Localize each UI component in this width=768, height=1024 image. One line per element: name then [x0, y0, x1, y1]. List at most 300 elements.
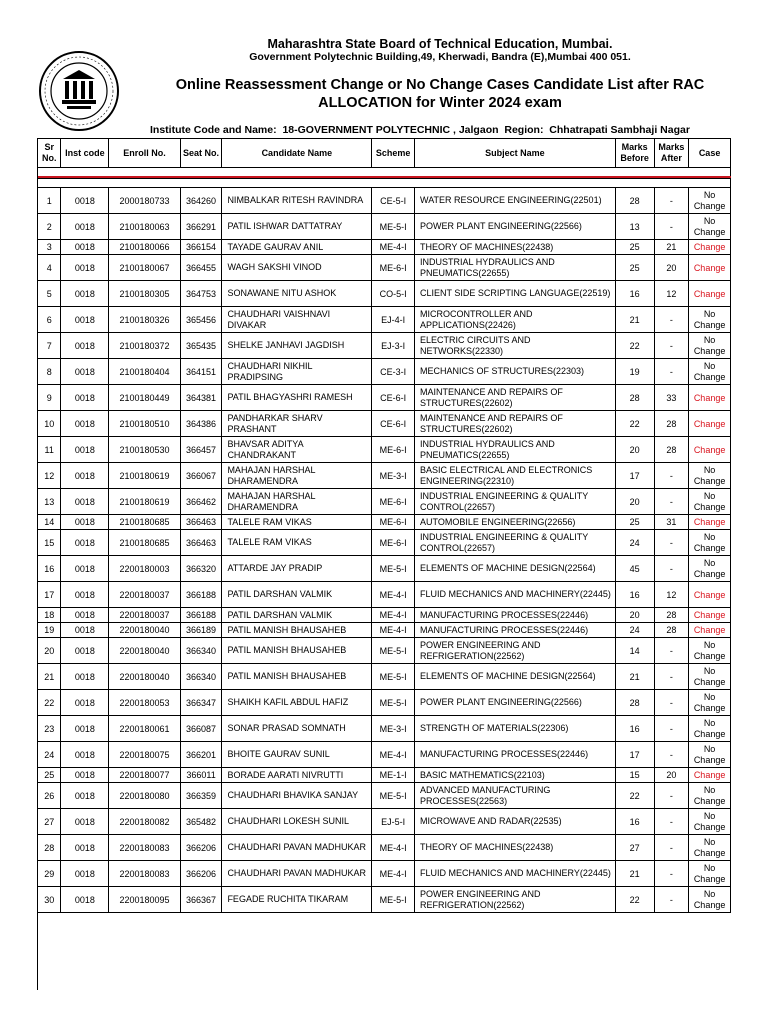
title-line-2: ALLOCATION for Winter 2024 exam — [318, 95, 562, 111]
cell-seat-no: 366347 — [180, 690, 222, 716]
cell-marks-before: 28 — [615, 385, 654, 411]
cell-scheme: EJ-3-I — [372, 333, 415, 359]
cell-sr: 27 — [38, 809, 61, 835]
cell-marks-after: - — [654, 809, 689, 835]
cell-scheme: ME-4-I — [372, 240, 415, 255]
cell-marks-before: 16 — [615, 809, 654, 835]
cell-marks-before: 19 — [615, 359, 654, 385]
cell-marks-after: 21 — [654, 240, 689, 255]
cell-marks-after: 28 — [654, 411, 689, 437]
header-gap-row — [38, 179, 731, 188]
cell-marks-before: 27 — [615, 835, 654, 861]
cell-inst-code: 0018 — [61, 623, 109, 638]
cell-marks-before: 20 — [615, 608, 654, 623]
cell-marks-before: 15 — [615, 768, 654, 783]
cell-scheme: ME-3-I — [372, 716, 415, 742]
cell-marks-before: 25 — [615, 240, 654, 255]
cell-sr: 14 — [38, 515, 61, 530]
institute-label: Institute Code and Name: — [150, 124, 277, 136]
cell-inst-code: 0018 — [61, 333, 109, 359]
cell-candidate-name: BORADE AARATI NIVRUTTI — [222, 768, 372, 783]
cell-marks-after: - — [654, 307, 689, 333]
cell-marks-after: - — [654, 489, 689, 515]
left-margin-line — [37, 138, 38, 990]
cell-subject-name: ADVANCED MANUFACTURING PROCESSES(22563) — [415, 783, 616, 809]
cell-marks-after: 12 — [654, 582, 689, 608]
cell-marks-after: - — [654, 742, 689, 768]
cell-scheme: ME-4-I — [372, 608, 415, 623]
cell-scheme: ME-4-I — [372, 582, 415, 608]
cell-subject-name: POWER ENGINEERING AND REFRIGERATION(22562) — [415, 887, 616, 913]
cell-case: No Change — [689, 556, 731, 582]
cell-seat-no: 366206 — [180, 835, 222, 861]
cell-case: No Change — [689, 188, 731, 214]
cell-subject-name: MAINTENANCE AND REPAIRS OF STRUCTURES(22602) — [415, 411, 616, 437]
cell-scheme: ME-5-I — [372, 783, 415, 809]
table-row — [38, 690, 731, 716]
cell-subject-name: ELEMENTS OF MACHINE DESIGN(22564) — [415, 664, 616, 690]
cell-enroll-no: 2200180040 — [109, 623, 180, 638]
table-row — [38, 623, 731, 638]
cell-marks-after: - — [654, 638, 689, 664]
cell-sr: 13 — [38, 489, 61, 515]
cell-marks-before: 17 — [615, 463, 654, 489]
table-row — [38, 385, 731, 411]
cell-inst-code: 0018 — [61, 489, 109, 515]
cell-candidate-name: CHAUDHARI LOKESH SUNIL — [222, 809, 372, 835]
cell-marks-after: - — [654, 664, 689, 690]
cell-enroll-no: 2100180372 — [109, 333, 180, 359]
table-row — [38, 188, 731, 214]
cell-enroll-no: 2200180095 — [109, 887, 180, 913]
cell-candidate-name: PATIL BHAGYASHRI RAMESH — [222, 385, 372, 411]
cell-subject-name: INDUSTRIAL ENGINEERING & QUALITY CONTROL(22657) — [415, 530, 616, 556]
cell-seat-no: 364381 — [180, 385, 222, 411]
cell-case: Change — [689, 240, 731, 255]
cell-enroll-no: 2100180619 — [109, 489, 180, 515]
cell-marks-after: - — [654, 835, 689, 861]
cell-marks-after: - — [654, 214, 689, 240]
cell-case: No Change — [689, 664, 731, 690]
cell-candidate-name: PATIL MANISH BHAUSAHEB — [222, 623, 372, 638]
cell-subject-name: POWER PLANT ENGINEERING(22566) — [415, 690, 616, 716]
cell-marks-after: - — [654, 861, 689, 887]
cell-subject-name: WATER RESOURCE ENGINEERING(22501) — [415, 188, 616, 214]
board-address: Government Polytechnic Building,49, Kherwadi, Bandra (E),Mumbai 400 051. — [249, 51, 631, 63]
region-value: Chhatrapati Sambhaji Nagar — [549, 124, 690, 136]
cell-inst-code: 0018 — [61, 638, 109, 664]
msbte-seal-logo — [38, 50, 120, 132]
cell-case: No Change — [689, 887, 731, 913]
cell-marks-before: 16 — [615, 281, 654, 307]
cell-enroll-no: 2100180063 — [109, 214, 180, 240]
cell-enroll-no: 2100180305 — [109, 281, 180, 307]
cell-candidate-name: TAYADE GAURAV ANIL — [222, 240, 372, 255]
cell-seat-no: 364753 — [180, 281, 222, 307]
cell-marks-before: 22 — [615, 887, 654, 913]
col-header-marks-after: Marks After — [654, 139, 689, 168]
cell-subject-name: INDUSTRIAL ENGINEERING & QUALITY CONTROL(22657) — [415, 489, 616, 515]
cell-seat-no: 366188 — [180, 582, 222, 608]
cell-seat-no: 366154 — [180, 240, 222, 255]
table-row — [38, 861, 731, 887]
cell-sr: 11 — [38, 437, 61, 463]
table-row — [38, 887, 731, 913]
cell-scheme: EJ-4-I — [372, 307, 415, 333]
cell-candidate-name: SONAWANE NITU ASHOK — [222, 281, 372, 307]
cell-scheme: ME-4-I — [372, 742, 415, 768]
table-row — [38, 489, 731, 515]
cell-subject-name: MAINTENANCE AND REPAIRS OF STRUCTURES(22602) — [415, 385, 616, 411]
cell-inst-code: 0018 — [61, 530, 109, 556]
cell-sr: 22 — [38, 690, 61, 716]
cell-enroll-no: 2100180619 — [109, 463, 180, 489]
cell-inst-code: 0018 — [61, 240, 109, 255]
cell-sr: 18 — [38, 608, 61, 623]
cell-marks-after: 20 — [654, 768, 689, 783]
cell-sr: 10 — [38, 411, 61, 437]
cell-case: No Change — [689, 809, 731, 835]
col-header-enroll: Enroll No. — [109, 139, 180, 168]
cell-seat-no: 366462 — [180, 489, 222, 515]
cell-seat-no: 366359 — [180, 783, 222, 809]
col-header-scheme: Scheme — [372, 139, 415, 168]
cell-inst-code: 0018 — [61, 255, 109, 281]
cell-inst-code: 0018 — [61, 861, 109, 887]
cell-sr: 28 — [38, 835, 61, 861]
cell-marks-before: 21 — [615, 307, 654, 333]
cell-enroll-no: 2100180326 — [109, 307, 180, 333]
cell-marks-after: - — [654, 783, 689, 809]
cell-marks-after: - — [654, 887, 689, 913]
cell-subject-name: CLIENT SIDE SCRIPTING LANGUAGE(22519) — [415, 281, 616, 307]
cell-marks-after: - — [654, 716, 689, 742]
cell-sr: 30 — [38, 887, 61, 913]
cell-enroll-no: 2200180053 — [109, 690, 180, 716]
col-header-inst: Inst code — [61, 139, 109, 168]
table-row — [38, 463, 731, 489]
candidate-table — [37, 138, 731, 913]
cell-inst-code: 0018 — [61, 411, 109, 437]
cell-sr: 1 — [38, 188, 61, 214]
col-header-marks-before: Marks Before — [615, 139, 654, 168]
cell-marks-after: - — [654, 188, 689, 214]
cell-sr: 21 — [38, 664, 61, 690]
cell-seat-no: 366188 — [180, 608, 222, 623]
cell-sr: 6 — [38, 307, 61, 333]
cell-case: No Change — [689, 489, 731, 515]
institute-line — [150, 124, 750, 136]
cell-inst-code: 0018 — [61, 214, 109, 240]
cell-enroll-no: 2200180037 — [109, 608, 180, 623]
cell-marks-after: 20 — [654, 255, 689, 281]
cell-marks-before: 16 — [615, 582, 654, 608]
cell-marks-after: - — [654, 463, 689, 489]
cell-subject-name: MANUFACTURING PROCESSES(22446) — [415, 608, 616, 623]
cell-marks-before: 24 — [615, 530, 654, 556]
cell-inst-code: 0018 — [61, 742, 109, 768]
cell-inst-code: 0018 — [61, 783, 109, 809]
cell-seat-no: 366340 — [180, 664, 222, 690]
cell-case: Change — [689, 255, 731, 281]
board-name: Maharashtra State Board of Technical Education, Mumbai. — [267, 37, 613, 51]
cell-marks-before: 16 — [615, 716, 654, 742]
cell-enroll-no: 2200180083 — [109, 861, 180, 887]
cell-sr: 25 — [38, 768, 61, 783]
cell-scheme: CE-3-I — [372, 359, 415, 385]
cell-marks-before: 28 — [615, 188, 654, 214]
cell-candidate-name: PATIL DARSHAN VALMIK — [222, 582, 372, 608]
cell-seat-no: 364386 — [180, 411, 222, 437]
cell-case: Change — [689, 281, 731, 307]
cell-marks-before: 28 — [615, 690, 654, 716]
cell-candidate-name: FEGADE RUCHITA TIKARAM — [222, 887, 372, 913]
cell-sr: 12 — [38, 463, 61, 489]
cell-subject-name: FLUID MECHANICS AND MACHINERY(22445) — [415, 861, 616, 887]
cell-sr: 24 — [38, 742, 61, 768]
cell-seat-no: 366320 — [180, 556, 222, 582]
cell-subject-name: INDUSTRIAL HYDRAULICS AND PNEUMATICS(22655) — [415, 255, 616, 281]
cell-enroll-no: 2200180040 — [109, 638, 180, 664]
cell-case: No Change — [689, 359, 731, 385]
table-row — [38, 556, 731, 582]
cell-case: No Change — [689, 333, 731, 359]
cell-enroll-no: 2100180404 — [109, 359, 180, 385]
table-row — [38, 240, 731, 255]
cell-scheme: ME-5-I — [372, 690, 415, 716]
cell-case: No Change — [689, 716, 731, 742]
cell-seat-no: 366291 — [180, 214, 222, 240]
table-body — [38, 168, 731, 913]
cell-subject-name: STRENGTH OF MATERIALS(22306) — [415, 716, 616, 742]
table-row — [38, 835, 731, 861]
cell-sr: 16 — [38, 556, 61, 582]
cell-sr: 4 — [38, 255, 61, 281]
col-header-sr: Sr No. — [38, 139, 61, 168]
table-row — [38, 768, 731, 783]
table-row — [38, 359, 731, 385]
cell-case: Change — [689, 623, 731, 638]
cell-candidate-name: BHAVSAR ADITYA CHANDRAKANT — [222, 437, 372, 463]
cell-marks-before: 25 — [615, 255, 654, 281]
table-row — [38, 530, 731, 556]
table-row — [38, 783, 731, 809]
table-row — [38, 307, 731, 333]
cell-inst-code: 0018 — [61, 188, 109, 214]
cell-enroll-no: 2100180685 — [109, 515, 180, 530]
cell-inst-code: 0018 — [61, 582, 109, 608]
cell-subject-name: AUTOMOBILE ENGINEERING(22656) — [415, 515, 616, 530]
cell-seat-no: 366455 — [180, 255, 222, 281]
header-gap-row — [38, 168, 731, 178]
cell-subject-name: MICROCONTROLLER AND APPLICATIONS(22426) — [415, 307, 616, 333]
cell-inst-code: 0018 — [61, 835, 109, 861]
cell-enroll-no: 2100180510 — [109, 411, 180, 437]
page-title — [135, 76, 745, 112]
cell-seat-no: 364260 — [180, 188, 222, 214]
cell-marks-after: 33 — [654, 385, 689, 411]
cell-marks-after: - — [654, 333, 689, 359]
cell-inst-code: 0018 — [61, 768, 109, 783]
cell-marks-after: - — [654, 530, 689, 556]
cell-sr: 23 — [38, 716, 61, 742]
cell-enroll-no: 2100180066 — [109, 240, 180, 255]
cell-enroll-no: 2200180040 — [109, 664, 180, 690]
cell-scheme: ME-5-I — [372, 887, 415, 913]
cell-case: Change — [689, 768, 731, 783]
table-row — [38, 716, 731, 742]
cell-inst-code: 0018 — [61, 809, 109, 835]
cell-inst-code: 0018 — [61, 716, 109, 742]
cell-candidate-name: MAHAJAN HARSHAL DHARAMENDRA — [222, 463, 372, 489]
cell-marks-before: 17 — [615, 742, 654, 768]
cell-candidate-name: WAGH SAKSHI VINOD — [222, 255, 372, 281]
cell-enroll-no: 2000180733 — [109, 188, 180, 214]
cell-seat-no: 366201 — [180, 742, 222, 768]
cell-subject-name: THEORY OF MACHINES(22438) — [415, 835, 616, 861]
cell-marks-before: 21 — [615, 664, 654, 690]
cell-marks-before: 25 — [615, 515, 654, 530]
cell-inst-code: 0018 — [61, 690, 109, 716]
cell-subject-name: MICROWAVE AND RADAR(22535) — [415, 809, 616, 835]
table-row — [38, 664, 731, 690]
cell-enroll-no: 2200180061 — [109, 716, 180, 742]
cell-case: No Change — [689, 530, 731, 556]
cell-sr: 29 — [38, 861, 61, 887]
cell-enroll-no: 2200180083 — [109, 835, 180, 861]
cell-scheme: ME-1-I — [372, 768, 415, 783]
cell-candidate-name: CHAUDHARI PAVAN MADHUKAR — [222, 861, 372, 887]
cell-subject-name: FLUID MECHANICS AND MACHINERY(22445) — [415, 582, 616, 608]
title-line-1: Online Reassessment Change or No Change Cases Candidate List after RAC — [175, 77, 705, 93]
cell-sr: 2 — [38, 214, 61, 240]
cell-subject-name: MANUFACTURING PROCESSES(22446) — [415, 742, 616, 768]
cell-sr: 3 — [38, 240, 61, 255]
cell-marks-before: 14 — [615, 638, 654, 664]
cell-scheme: ME-4-I — [372, 861, 415, 887]
cell-seat-no: 366189 — [180, 623, 222, 638]
cell-sr: 19 — [38, 623, 61, 638]
cell-enroll-no: 2200180082 — [109, 809, 180, 835]
cell-candidate-name: PANDHARKAR SHARV PRASHANT — [222, 411, 372, 437]
cell-scheme: EJ-5-I — [372, 809, 415, 835]
cell-scheme: ME-5-I — [372, 638, 415, 664]
cell-scheme: ME-4-I — [372, 623, 415, 638]
table-row — [38, 515, 731, 530]
cell-marks-before: 20 — [615, 437, 654, 463]
table-row — [38, 638, 731, 664]
cell-sr: 20 — [38, 638, 61, 664]
table-row — [38, 214, 731, 240]
table-row — [38, 742, 731, 768]
cell-case: No Change — [689, 835, 731, 861]
cell-marks-before: 22 — [615, 333, 654, 359]
cell-candidate-name: TALELE RAM VIKAS — [222, 530, 372, 556]
cell-scheme: ME-6-I — [372, 437, 415, 463]
cell-case: Change — [689, 411, 731, 437]
cell-seat-no: 366463 — [180, 530, 222, 556]
cell-seat-no: 366367 — [180, 887, 222, 913]
cell-marks-before: 22 — [615, 783, 654, 809]
cell-candidate-name: PATIL DARSHAN VALMIK — [222, 608, 372, 623]
cell-marks-before: 13 — [615, 214, 654, 240]
cell-marks-after: 31 — [654, 515, 689, 530]
cell-subject-name: ELECTRIC CIRCUITS AND NETWORKS(22330) — [415, 333, 616, 359]
cell-seat-no: 365435 — [180, 333, 222, 359]
cell-seat-no: 366457 — [180, 437, 222, 463]
cell-seat-no: 366011 — [180, 768, 222, 783]
table-row — [38, 255, 731, 281]
cell-inst-code: 0018 — [61, 887, 109, 913]
cell-candidate-name: NIMBALKAR RITESH RAVINDRA — [222, 188, 372, 214]
cell-case: No Change — [689, 214, 731, 240]
cell-scheme: ME-6-I — [372, 489, 415, 515]
cell-inst-code: 0018 — [61, 608, 109, 623]
cell-marks-after: 12 — [654, 281, 689, 307]
cell-enroll-no: 2100180685 — [109, 530, 180, 556]
cell-candidate-name: PATIL ISHWAR DATTATRAY — [222, 214, 372, 240]
cell-inst-code: 0018 — [61, 385, 109, 411]
cell-inst-code: 0018 — [61, 437, 109, 463]
cell-marks-after: - — [654, 359, 689, 385]
cell-marks-after: - — [654, 690, 689, 716]
cell-sr: 17 — [38, 582, 61, 608]
cell-scheme: CE-6-I — [372, 411, 415, 437]
cell-subject-name: MECHANICS OF STRUCTURES(22303) — [415, 359, 616, 385]
institute-value: 18-GOVERNMENT POLYTECHNIC , Jalgaon — [282, 124, 499, 136]
cell-subject-name: POWER PLANT ENGINEERING(22566) — [415, 214, 616, 240]
cell-inst-code: 0018 — [61, 281, 109, 307]
cell-case: No Change — [689, 861, 731, 887]
cell-subject-name: MANUFACTURING PROCESSES(22446) — [415, 623, 616, 638]
cell-scheme: ME-6-I — [372, 530, 415, 556]
cell-enroll-no: 2200180075 — [109, 742, 180, 768]
cell-candidate-name: CHAUDHARI VAISHNAVI DIVAKAR — [222, 307, 372, 333]
cell-seat-no: 364151 — [180, 359, 222, 385]
cell-candidate-name: SHELKE JANHAVI JAGDISH — [222, 333, 372, 359]
cell-seat-no: 366206 — [180, 861, 222, 887]
table-row — [38, 608, 731, 623]
cell-case: Change — [689, 582, 731, 608]
cell-inst-code: 0018 — [61, 515, 109, 530]
col-header-subject: Subject Name — [415, 139, 616, 168]
cell-case: No Change — [689, 742, 731, 768]
cell-subject-name: THEORY OF MACHINES(22438) — [415, 240, 616, 255]
cell-case: Change — [689, 608, 731, 623]
table-row — [38, 809, 731, 835]
cell-sr: 26 — [38, 783, 61, 809]
cell-sr: 9 — [38, 385, 61, 411]
cell-candidate-name: PATIL MANISH BHAUSAHEB — [222, 664, 372, 690]
cell-candidate-name: CHAUDHARI BHAVIKA SANJAY — [222, 783, 372, 809]
cell-seat-no: 366340 — [180, 638, 222, 664]
cell-case: No Change — [689, 783, 731, 809]
cell-subject-name: POWER ENGINEERING AND REFRIGERATION(22562) — [415, 638, 616, 664]
cell-scheme: ME-5-I — [372, 556, 415, 582]
cell-enroll-no: 2200180080 — [109, 783, 180, 809]
cell-enroll-no: 2100180530 — [109, 437, 180, 463]
cell-candidate-name: ATTARDE JAY PRADIP — [222, 556, 372, 582]
cell-marks-before: 21 — [615, 861, 654, 887]
cell-enroll-no: 2200180037 — [109, 582, 180, 608]
cell-seat-no: 365456 — [180, 307, 222, 333]
cell-enroll-no: 2100180067 — [109, 255, 180, 281]
cell-subject-name: BASIC ELECTRICAL AND ELECTRONICS ENGINEERING(22310) — [415, 463, 616, 489]
cell-sr: 15 — [38, 530, 61, 556]
cell-marks-before: 20 — [615, 489, 654, 515]
cell-scheme: CO-5-I — [372, 281, 415, 307]
cell-seat-no: 366087 — [180, 716, 222, 742]
